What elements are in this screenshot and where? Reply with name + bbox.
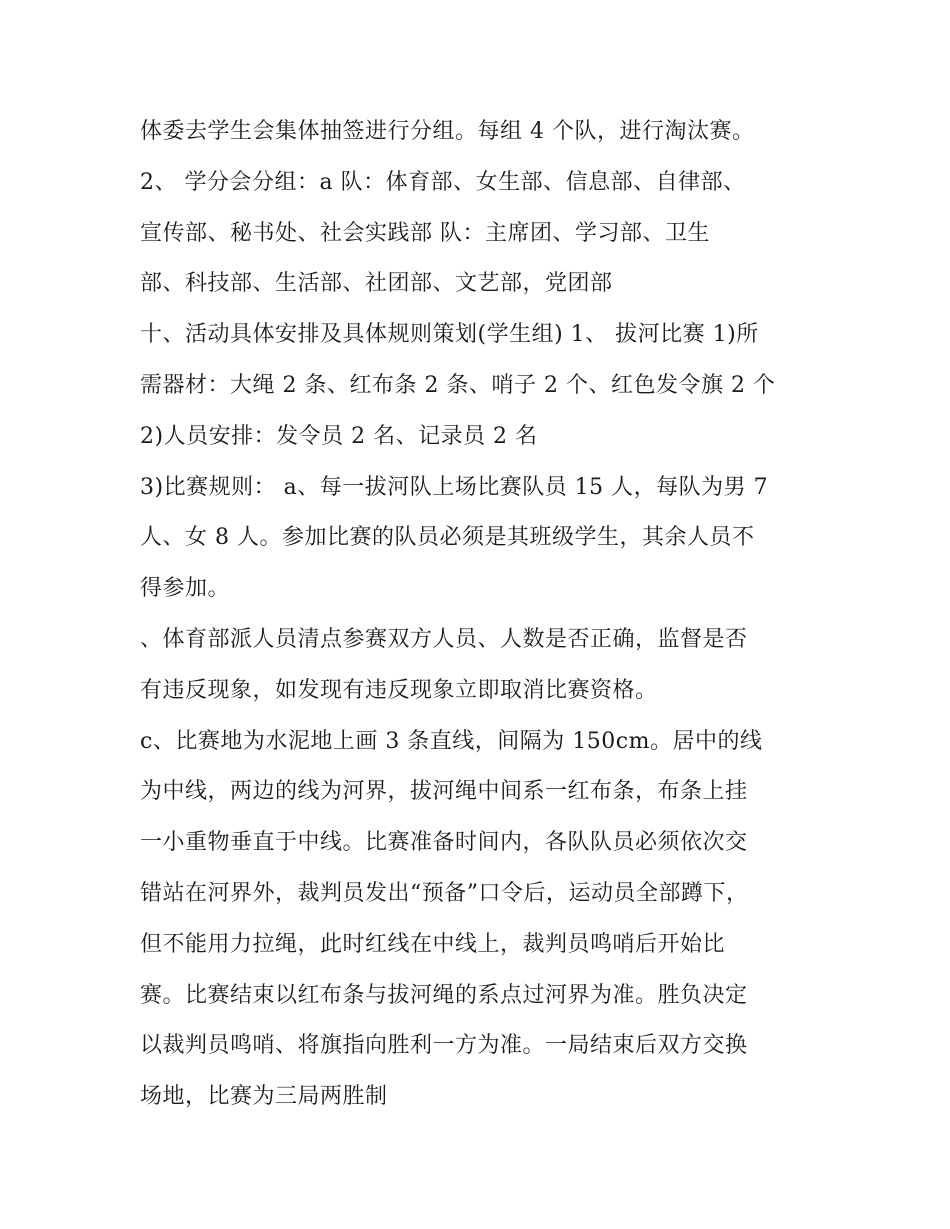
body-text <box>140 107 840 1123</box>
text-line: 以裁判员鸣哨、将旗指向胜利一方为准。一局结束后双方交换 <box>140 1033 748 1059</box>
text-line: 为中线，两边的线为河界，拔河绳中间系一红布条，布条上挂 <box>140 779 748 805</box>
text-line: 2)人员安排：发令员 2 名、记录员 2 名 <box>140 423 538 449</box>
text-line: 、体育部派人员清点参赛双方人员、人数是否正确，监督是否 <box>140 626 748 652</box>
text-line: 十、活动具体安排及具体规则策划(学生组) 1、 拔河比赛 1)所 <box>140 322 759 348</box>
text-line: 人、女 8 人。参加比赛的队员必须是其班级学生，其余人员不 <box>140 525 755 551</box>
text-line: 3)比赛规则： a、每一拔河队上场比赛队员 15 人，每队为男 7 <box>140 474 769 500</box>
text-line: 场地，比赛为三局两胜制 <box>140 1084 388 1110</box>
text-line: 错站在河界外，裁判员发出“预备”口令后，运动员全部蹲下， <box>140 880 749 906</box>
text-line: 2、 学分会分组：a 队：体育部、女生部、信息部、自律部、 <box>140 169 746 195</box>
text-line: 赛。比赛结束以红布条与拔河绳的系点过河界为准。胜负决定 <box>140 982 748 1008</box>
text-line: 部、科技部、生活部、社团部、文艺部，党团部 <box>140 271 613 297</box>
text-line: 宣传部、秘书处、社会实践部 队：主席团、学习部、卫生 <box>140 220 710 246</box>
text-line: 一小重物垂直于中线。比赛准备时间内，各队队员必须依次交 <box>140 830 748 856</box>
text-line: 体委去学生会集体抽签进行分组。每组 4 个队，进行淘汰赛。 <box>140 119 755 144</box>
text-line: c、比赛地为水泥地上画 3 条直线，间隔为 150cm。居中的线 <box>140 728 763 754</box>
text-line: 有违反现象，如发现有违反现象立即取消比赛资格。 <box>140 677 658 703</box>
text-line: 需器材：大绳 2 条、红布条 2 条、哨子 2 个、红色发令旗 2 个 <box>140 372 776 398</box>
text-line: 得参加。 <box>140 576 231 602</box>
text-line: 但不能用力拉绳，此时红线在中线上，裁判员鸣哨后开始比 <box>140 931 726 957</box>
